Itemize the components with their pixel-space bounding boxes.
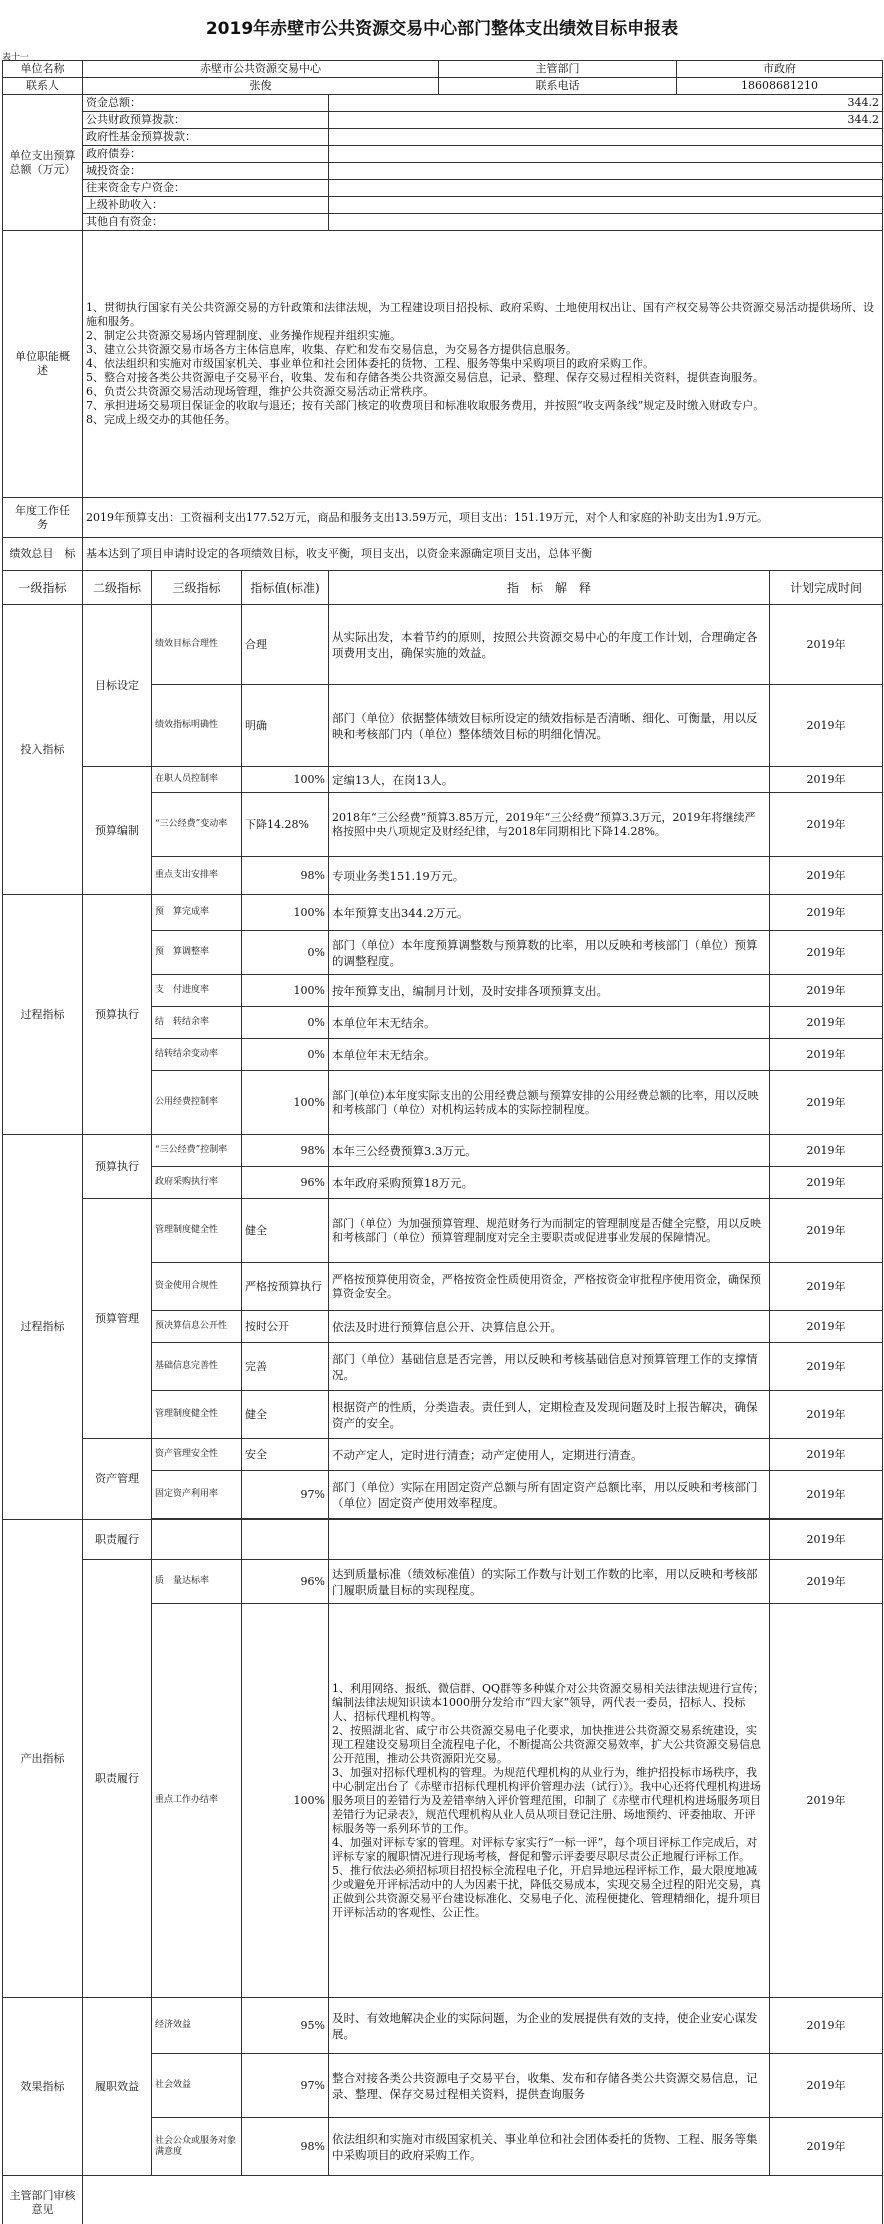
indicator-time: 2019年 [770,1520,883,1560]
functions-line: 5、整合对接各类公共资源电子交易平台，收集、发布和存储各类公共资源交易信息，记录、整理、保存交易过程相关资料，提供查询服务。 [86,371,764,384]
indicator-name: 政府采购执行率 [152,1167,242,1199]
indicator-value: 97% [242,1471,329,1519]
indicator-time: 2019年 [770,1167,883,1199]
budget-row-value [329,129,883,146]
indicator-value: 明确 [242,685,329,767]
indicator-value: 0% [242,1039,329,1071]
budget-row-label: 城投资金： [83,163,329,180]
review-label: 主管部门审核意见 [3,2176,83,2224]
budget-row-label: 其他自有资金： [83,214,329,231]
budget-row-label: 政府性基金预算拨款： [83,129,329,146]
group-input: 投入指标 [3,605,83,895]
indicator-desc: 从实际出发，本着节约的原则，按照公共资源交易中心的年度工作计划，合理确定各项费用支出，确保实施的效益。 [329,605,770,685]
indicator-value: 下降14.28% [242,793,329,857]
sub-budget-manage: 预算管理 [83,1199,152,1439]
indicator-time: 2019年 [770,1391,883,1439]
header-explanation: 指 标 解 释 [329,571,770,605]
indicator-time: 2019年 [770,1439,883,1471]
budget-row-label: 政府债券： [83,146,329,163]
phone-value: 18608681210 [677,78,883,95]
indicator-value: 98% [242,857,329,895]
indicator-name: 重点支出安排率 [152,857,242,895]
header-level1: 一级指标 [3,571,83,605]
indicator-desc: 达到质量标准（绩效标准值）的实际工作数与计划工作数的比率，用以反映和考核部门履职质量目标的实现程度。 [329,1560,770,1604]
indicator-value: 98% [242,1135,329,1167]
functions-line: 3、建立公共资源交易市场各方主体信息库，收集、存贮和发布交易信息，为交易各方提供信息服务。 [86,343,577,356]
indicator-desc: 2018年“三公经费”预算3.85万元，2019年“三公经费”预算3.3万元，2019年将继续严格按照中央八项规定及财经纪律，与2018年同期相比下降14.28%。 [329,793,770,857]
indicator-value: 97% [242,2054,329,2118]
budget-row-label: 公共财政预算拨款： [83,112,329,129]
functions-line: 4、依法组织和实施对市级国家机关、事业单位和社会团体委托的货物、工程、服务等集中采购项目的政府采购工作。 [86,357,654,370]
dept-value: 市政府 [677,61,883,78]
indicator-name: 基础信息完善性 [152,1343,242,1391]
indicator-desc: 专项业务类151.19万元。 [329,857,770,895]
indicator-name: 社会公众或服务对象满意度 [152,2118,242,2176]
indicator-value: 100% [242,1071,329,1135]
overall-goal-label: 绩效总目 标 [3,538,83,571]
functions-line: 8、完成上级交办的其他任务。 [86,413,236,426]
indicator-desc [329,1604,770,1998]
indicator-name: 经济效益 [152,1998,242,2054]
budget-row-value [329,197,883,214]
indicator-desc: 本单位年末无结余。 [329,1039,770,1071]
indicator-name: 在职人员控制率 [152,767,242,793]
indicator-desc [329,1520,770,1560]
indicator-time: 2019年 [770,793,883,857]
group-process-2: 过程指标 [3,1135,83,1520]
budget-row-label: 往来资金专户资金： [83,180,329,197]
functions-line: 2、制定公共资源交易场内管理制度、业务操作规程并组织实施。 [86,329,401,342]
header-value: 指标值(标准) [242,571,329,605]
indicator-name: 资产管理安全性 [152,1439,242,1471]
indicator-value: 按时公开 [242,1311,329,1343]
dept-label: 主管部门 [439,61,677,78]
unit-name-value: 赤壁市公共资源交易中心 [83,61,439,78]
sub-performance: 履职效益 [83,1998,152,2176]
indicator-value: 96% [242,1167,329,1199]
indicator-name: 结 转结余率 [152,1007,242,1039]
indicator-name: 重点工作办结率 [152,1604,242,1998]
indicator-desc: 依法组织和实施对市级国家机关、事业单位和社会团体委托的货物、工程、服务等集中采购项目的政府采购工作。 [329,2118,770,2176]
indicator-desc: 严格按预算使用资金，严格按资金性质使用资金，严格按资金审批程序使用资金，确保预算资金安全。 [329,1263,770,1311]
functions-line: 7、承担进场交易项目保证金的收取与退还；按有关部门核定的收费项目和标准收取服务费用，并按照“收支两条线”规定及时缴入财政专户。 [86,399,765,412]
annual-task-label: 年度工作任 务 [3,498,83,538]
indicator-time: 2019年 [770,1007,883,1039]
budget-row-label: 上级补助收入： [83,197,329,214]
indicator-desc: 部门（单位）为加强预算管理、规范财务行为而制定的管理制度是否健全完整，用以反映和考核部门（单位）预算管理制度对完全主要职责或促进事业发展的保障情况。 [329,1199,770,1263]
group-effect: 效果指标 [3,1998,83,2176]
sub-asset-manage: 资产管理 [83,1439,152,1520]
indicator-desc: 依法及时进行预算信息公开、决算信息公开。 [329,1311,770,1343]
indicator-time: 2019年 [770,1343,883,1391]
indicator-name: 管理制度健全性 [152,1199,242,1263]
functions-line: 6、负责公共资源交易活动现场管理，维护公共资源交易活动正常秩序。 [86,385,434,398]
work-item: 5、推行依法必须招标项目招投标全流程电子化，开启异地远程评标工作，最大限度地减少或避免开评标活动中的人为因素干扰，降低交易成本，实现交易全过程的阳光交易，真正做到公共资源交易平台建设标准化、交易电子化、流程便捷化、管理精细化，提升项目开评标活动的客观性、公正性。 [332,1863,761,1919]
indicator-desc: 本年预算支出344.2万元。 [329,895,770,931]
indicator-desc: 本年政府采购预算18万元。 [329,1167,770,1199]
overall-goal-text: 基本达到了项目申请时设定的各项绩效目标，收支平衡，项目支出，以资金来源确定项目支出，总体平衡 [83,538,883,571]
indicator-desc: 按年预算支出，编制月计划，及时安排各项预算支出。 [329,975,770,1007]
indicator-value: 100% [242,767,329,793]
indicator-value: 96% [242,1560,329,1604]
budget-row-value [329,146,883,163]
indicator-name: 质 量达标率 [152,1560,242,1604]
indicator-value: 100% [242,895,329,931]
indicator-name: 社会效益 [152,2054,242,2118]
budget-row-value [329,163,883,180]
indicator-time: 2019年 [770,685,883,767]
review-value [83,2176,883,2224]
indicator-desc: 根据资产的性质，分类造表。责任到人，定期检查及发现问题及时上报告解决，确保资产的安全。 [329,1391,770,1439]
indicator-time: 2019年 [770,1199,883,1263]
indicator-time: 2019年 [770,1135,883,1167]
indicator-value: 0% [242,1007,329,1039]
indicator-value: 严格按预算执行 [242,1263,329,1311]
sub-duty-1: 职责履行 [83,1520,152,1560]
sub-budget-exec: 预算执行 [83,895,152,1135]
indicator-time: 2019年 [770,2118,883,2176]
group-output: 产出指标 [3,1520,83,1998]
sub-goal-setting: 目标设定 [83,605,152,767]
indicator-time: 2019年 [770,1039,883,1071]
annual-task-text: 2019年预算支出：工资福利支出177.52万元，商品和服务支出13.59万元，项目支出：151.19万元，对个人和家庭的补助支出为1.9万元。 [83,498,883,538]
sub-budget-exec-2: 预算执行 [83,1135,152,1199]
indicator-time: 2019年 [770,1604,883,1998]
contact-value: 张俊 [83,78,439,95]
budget-row-label: 资金总额： [83,95,329,112]
budget-row-value [329,214,883,231]
indicator-time: 2019年 [770,857,883,895]
indicator-value [242,1520,329,1560]
indicator-value: 95% [242,1998,329,2054]
budget-label: 单位支出预算总额（万元） [3,95,83,231]
functions-text [83,231,883,498]
indicator-name: 管理制度健全性 [152,1391,242,1439]
sub-budget-compile: 预算编制 [83,767,152,895]
unit-name-label: 单位名称 [3,61,83,78]
report-table [2,60,883,2224]
indicator-time: 2019年 [770,931,883,975]
indicator-time: 2019年 [770,1998,883,2054]
indicator-name: 预 算调整率 [152,931,242,975]
indicator-name: “三公经费”变动率 [152,793,242,857]
indicator-time: 2019年 [770,1263,883,1311]
contact-label: 联系人 [3,78,83,95]
work-item: 1、利用网络、报纸、微信群、QQ群等多种媒介对公共资源交易相关法律法规进行宣传；编制法律法规知识读本1000册分发给市“四大家”领导，两代表一委员，招标人、投标人、招标代理机构等。 [332,1681,765,1723]
phone-label: 联系电话 [439,78,677,95]
indicator-value: 98% [242,2118,329,2176]
indicator-name: 绩效指标明确性 [152,685,242,767]
table-number: 表十一 [2,53,30,63]
indicator-desc: 部门（单位）实际在用固定资产总额与所有固定资产总额比率，用以反映和考核部门（单位）固定资产使用效率程度。 [329,1471,770,1519]
indicator-time: 2019年 [770,767,883,793]
group-process-1: 过程指标 [3,895,83,1135]
indicator-desc: 部门（单位）依据整体绩效目标所设定的绩效指标是否清晰、细化、可衡量，用以反映和考核部门内（单位）整体绩效目标的明细化情况。 [329,685,770,767]
budget-row-value: 344.2 [329,95,883,112]
indicator-name [152,1520,242,1560]
indicator-time: 2019年 [770,1311,883,1343]
header-level3: 三级指标 [152,571,242,605]
indicator-desc: 本单位年末无结余。 [329,1007,770,1039]
indicator-name: 公用经费控制率 [152,1071,242,1135]
indicator-name: 结转结余变动率 [152,1039,242,1071]
indicator-desc: 定编13人，在岗13人。 [329,767,770,793]
indicator-time: 2019年 [770,1071,883,1135]
work-item: 2、按照湖北省、咸宁市公共资源交易电子化要求，加快推进公共资源交易系统建设，实现工程建设交易项目全流程电子化，不断提高公共资源交易效率，扩大公共资源交易信息公开范围，推动公共资源阳光交易。 [332,1723,761,1765]
page-title: 2019年赤壁市公共资源交易中心部门整体支出绩效目标申报表 [205,19,679,39]
indicator-time: 2019年 [770,895,883,931]
indicator-name: 固定资产利用率 [152,1471,242,1519]
indicator-value: 完善 [242,1343,329,1391]
budget-row-value: 344.2 [329,112,883,129]
functions-label: 单位职能概 述 [3,231,83,498]
budget-row-value [329,180,883,197]
indicator-name: 支 付进度率 [152,975,242,1007]
indicator-time: 2019年 [770,1471,883,1519]
indicator-desc: 部门（单位）基础信息是否完善，用以反映和考核基础信息对预算管理工作的支撑情况。 [329,1343,770,1391]
indicator-time: 2019年 [770,1560,883,1604]
indicator-desc: 及时、有效地解决企业的实际问题，为企业的发展提供有效的支持，使企业安心谋发展。 [329,1998,770,2054]
header-time: 计划完成时间 [770,571,883,605]
indicator-value: 健全 [242,1391,329,1439]
indicator-name: 绩效目标合理性 [152,605,242,685]
functions-line: 1、贯彻执行国家有关公共资源交易的方针政策和法律法规，为工程建设项目招投标、政府采购、土地使用权出让、国有产权交易等公共资源交易活动提供场所、设施和服务。 [86,301,874,328]
work-item: 3、加强对招标代理机构的管理。为规范代理机构的从业行为，维护招投标市场秩序，我中心制定出台了《赤壁市招标代理机构评价管理办法（试行）》。我中心还将代理机构进场服务项目的差错行为及差错率纳入评价管理范围，印制了《赤壁市代理机构进场服务项目差错行为记录表》，规范代理机构从业人员从项目登记注册、场地预约、评委抽取、开评标服务等一系列环节的工作。 [332,1765,761,1835]
indicator-desc: 整合对接各类公共资源电子交易平台，收集、发布和存储各类公共资源交易信息，记录、整理、保存交易过程相关资料，提供查询服务 [329,2054,770,2118]
indicator-value: 合理 [242,605,329,685]
indicator-desc: 本年三公经费预算3.3万元。 [329,1135,770,1167]
header-level2: 二级指标 [83,571,152,605]
indicator-name: 预决算信息公开性 [152,1311,242,1343]
indicator-name: 预 算完成率 [152,895,242,931]
indicator-time: 2019年 [770,605,883,685]
indicator-desc: 部门（单位）本年度预算调整数与预算数的比率，用以反映和考核部门（单位）预算的调整程度。 [329,931,770,975]
indicator-value: 0% [242,931,329,975]
indicator-name: 资金使用合规性 [152,1263,242,1311]
indicator-time: 2019年 [770,2054,883,2118]
indicator-value: 100% [242,975,329,1007]
indicator-value: 健全 [242,1199,329,1263]
sub-duty-2: 职责履行 [83,1560,152,1998]
indicator-value: 安全 [242,1439,329,1471]
work-item: 4、加强对评标专家的管理。对评标专家实行“一标一评”，每个项目评标工作完成后，对评标专家的履职情况进行现场考核，督促和警示评委要尽职尽责公正地履行评标工作。 [332,1835,758,1863]
indicator-value: 100% [242,1604,329,1998]
indicator-time: 2019年 [770,975,883,1007]
indicator-desc: 不动产定人，定时进行清查；动产定使用人，定期进行清查。 [329,1439,770,1471]
indicator-desc: 部门(单位)本年度实际支出的公用经费总额与预算安排的公用经费总额的比率，用以反映和考核部门（单位）对机构运转成本的实际控制程度。 [329,1071,770,1135]
indicator-name: “三公经费”控制率 [152,1135,242,1167]
